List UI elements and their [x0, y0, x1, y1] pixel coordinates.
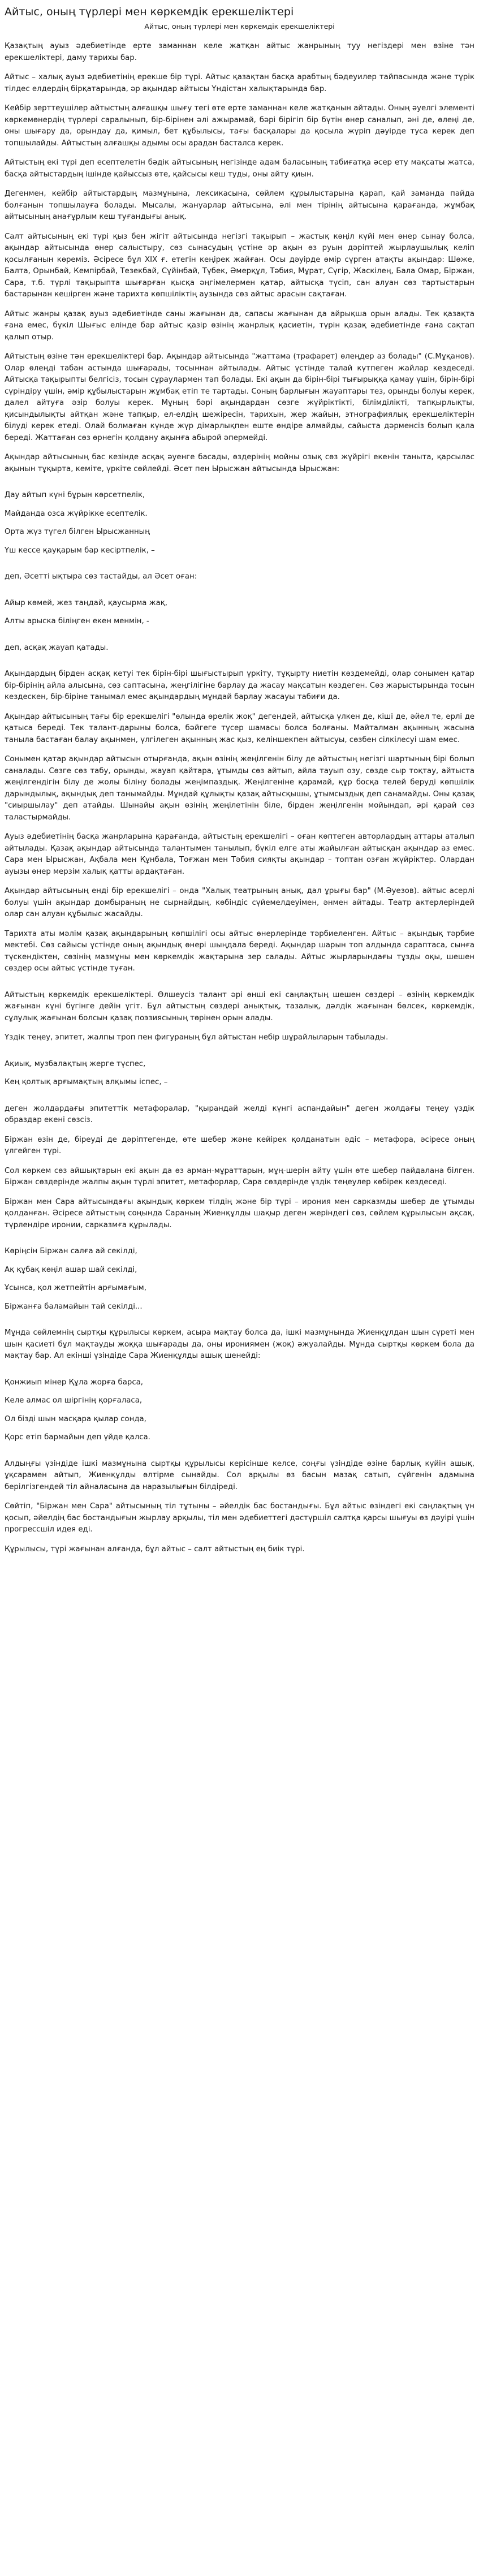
verse-line: деп, Әсетті ықтыра сөз тастайды, ал Әсет оған: [5, 572, 197, 581]
paragraph: деген жолдардағы эпитеттік метафоралар, "қырандай желді күнгі аспандайын" деген жолдағы теңеу үздік образдар екені сөзсіз. [5, 1104, 474, 1124]
paragraph: Ақындар айтысының бас кезінде асқақ әуенге басады, өздерінің мойны озық сөз жүйрігі екенін таныта, қарсылас ақынын тұқырта, кеміте, үркіте сөйлейді. Әсет пен Ырысжан айтысында Ырысжан: [5, 453, 474, 473]
paragraph: Ақындар айтысының тағы бір ерекшелігі "өлында өрелік жоқ" дегендей, айтысқа үлкен де, кіші де, әйел те, ерлі де қатыса береді. Тек талант-дарыны болса, бәйгеге түсер шамасы болса болғаны. Майталман ақынның жасына таныла бастаған балау ақынмен, үлгілеген ақынның жас қыз, келіншекпен айтысуы, сөзбен сілкілесуі шам емес. [5, 712, 474, 744]
verse-line: деп, асқақ жауап қатады. [5, 643, 109, 652]
paragraph: Ақындардың бірден асқақ кетуі тек бірін-бірі шығыстырып үркіту, тұқырту ниетін көздемейді, олар сонымен қатар бір-бірінің айла алысына, сөз саптасына, жеңгілігіне барлау да жасау мақсатын көздеген. Сөз жарыстырында тосын кездескен, бір-біріне танымал емес ақындардың мұндай барлау жасауы табиғи да. [5, 670, 474, 701]
paragraph: Айтыстың өзіне тән ерекшеліктері бар. Ақындар айтысында "жаттама (трафарет) өлеңдер аз болады" (С.Мұқанов). Олар өлеңді табан астында шығарады, тосыннан айтылады. Айтыс үстінде талай күтпеген жайлар кездеседі. Айтысқа тақырыпты белгісіз, тосын сұраулармен тап болады. Екі ақын да бірін-бірі тығырыққа қамау үшін, бірін-бірі сүріндіру үшін, әмір құбылыстарын жұмбақ етіп те тартады. Соның барлығын жауаптары тез, орынды болуы керек, далел айтуға әзір болуы керек. Мұның бәрі ақындардан сөзге жүйріктікті, білімділікті, тапқырлықты, қисындылықты айтқан және тапқыр, ел-елдің шежіресін, тарихын, жер жайын, этнографиялық ерекшеліктерін білуді керек етеді. Олай болмаған күнде жүр дімарлықпен еште өндіре алмайды, сайыста дәрменсіз болып қала береді. Жаттаған сөз өрнегін қолдану ақынға абырой әпермейді. [5, 352, 474, 442]
paragraph: Салт айтысының екі түрі қыз бен жігіт айтысында негізгі тақырып – жастық көңіл күйі мен өнер сынау болса, ақындар айтысында өнер салыстыру, сөз сынасудың үстіне әр ақын өз руын дәріптей жырлаушылық келіп қосылғанын көреміз. Әсіресе бұл ХІХ ғ. етегін кеңірек жайған. Осы дәуірде өмір сүрген атақты ақындар: Шөже, Балта, Орынбай, Кемпірбай, Тезекбай, Сүйінбай, Түбек, Әмерқұл, Тәбия, Мұрат, Сүгір, Жаскілең, Бала Омар, Біржан, Сара, т.б. түрлі тақырыпта шығарған қысқа әңгімелермен қатар, айтысқа түсіп, сан алуан сөз тартыстарын бастарынан кешірген және тарихта көпшіліктің аузында сөз айтыс арасын сақтаған. [5, 232, 474, 299]
verse-line: Қонжиып мінер Құла жорға барса, [5, 1378, 144, 1387]
verse-line: Үш кессе қауқарым бар кесіртпелік, – [5, 546, 155, 555]
paragraph: Біржан мен Сара айтысындағы ақындық көркем тілдің және бір түрі – ирония мен сарказмды шебер де ұтымды қолданған. Әсіресе айтыстың соңында Сараның Жиенқұлды шақыр деген жеріндегі сөз, сөйлем құрылысын ақсақ, түрлендіре иронии, сарказмға құрылады. [5, 1197, 474, 1229]
verse-line: Дау айтып күні бұрын көрсетпелік, [5, 491, 145, 499]
paragraph: Дегенмен, кейбір айтыстардың мазмұнына, лексикасына, сөйлем құрылыстарына қарап, қай заманда пайда болғанын топшылауға болады. Мысалы, жануарлар айтысына, әлі мен тірінің айтысына қарағанда, жұмбақ айтысының анағұрлым кеш туғандығы анық. [5, 189, 474, 221]
paragraph: Ақындар айтысының енді бір ерекшелігі – онда "Халық театрының анық, дал ұрығы бар" (М.Әуезов). айтыс асерлі болуы үшін ақындар домбыраның не сырнайдың, көбіндіс сүйемелдеуімен, әнмен айтады. Театр актерлеріндей олар сан алуан құбылыс жасайды. [5, 887, 474, 918]
verse-line: Біржанға баламайын тай секілді... [5, 1302, 143, 1311]
paragraph: Сөйтіп, "Біржан мен Сара" айтысының тіл тұтыны – әйелдік бас бостандығы. Бұл айтыс өзіндегі екі саңлақтың үн қосып, әйелдің бас бостандығын жырлау арқылы, тіл мен әдебиеттегі дәстүршіл салтқа қарсы шығуы өз дәуірі үшін прогрессшіл идея еді. [5, 1502, 474, 1534]
verse-line: Ақиық, музбалақтың жерге түспес, [5, 1059, 146, 1068]
verse-line: Қорс етіп бармайын деп үйде қалса. [5, 1433, 150, 1442]
verse-line: Айыр көмей, жез таңдай, қаусырма жақ, [5, 598, 168, 607]
paragraph: Айтыстың көркемдік ерекшеліктері. Өлшеусіз талант әрі өнші екі саңлақтың шешен сөздері – өзінің көркемдік жағынан күні бүгінге дейін үгіт. Бұл айтыстың сөздері анықтық, тазалық, дәлдік жағынан бөлсек, көркемдік, сұлулық жағынан болсын қазақ поэзиясының төрінен орын алады. [5, 990, 474, 1022]
paragraph: Сонымен қатар ақындар айтысын отырғанда, ақын өзінің жеңілгенін білу де айтыстың негізгі шартының бірі болып саналады. Сөзге сөз табу, орынды, жауап қайтара, ұтымды сөз айтып, айла тауып озу, сөзде сыр тоқтау, айтыста жеңілгендігін білу де жолы біліну болады жеңімпаздық. Жеңілгеніне қарамай, құр босқа телей берудi көпшілік дарындылық, ақындық деп танымайды. Мұндай құлықты қазақ айтысқышы, ұтымсыздық деп санамайды. Оны қазақ "сиыршылау" деп атайды. Шынайы ақын өзінің жеңілетінін біле, бірден жеңілгенін мойындап, әрі қарай сөз таластырмайды. [5, 755, 474, 822]
paragraph: Кейбір зерттеушілер айтыстың алғашқы шығу тегі өте ерте заманнан келе жатқанын айтады. Оның әуелгі элементі көркемөнердің түрлері саралынып, бір-бірінен әлі ажырамай, бәрі бірігіп бір бүтін өнер саналып, әні де, өлеңі де, оны шығару да, орындау да, қимыл, бет құбылысы, тағы басқалары да қосыла жүріп дәуірде туса керек деп топшылайды. Айтыстың алғашқы адымы осы арадан басталса керек. [5, 104, 474, 148]
verse-line: Көріңсін Біржан салға ай секілді, [5, 1247, 137, 1255]
paragraph: Айтыстың екі түрі деп есептелетін бәдік айтысының негізінде адам баласының табиғатқа әсер ету мақсаты жатса, басқа айтыстардың ішінде қайыссыз өте, қайсысы кеш туды, оны айту қиын. [5, 158, 474, 179]
paragraph: Құрылысы, түрі жағынан алғанда, бұл айтыс – салт айтыстың ең биік түрі. [5, 1544, 305, 1554]
paragraph: Алдыңғы үзіндіде ішкі мазмұнына сыртқы құрылысы керісінше келсе, соңғы үзіндіде өзіне барлық күйін ашық, ұқсарамен айтып, Жиенқұлды өлтірме сынайды. Сол арқылы өз басын мазақ сатып, сүйгенін адамына берілгізгендей тіл айналасына да наразылығын білдіреді. [5, 1459, 474, 1491]
verse-line: Ұсынса, қол жетпейтін арғымағым, [5, 1284, 146, 1292]
paragraph: Үздік теңеу, эпитет, жалпы троп пен фигураның бұл айтыстан небір шұрайлыларын табылады. [5, 1033, 389, 1042]
document-body [5, 41, 474, 1555]
paragraph: Қазақтың ауыз әдебиетінде ерте заманнан келе жатқан айтыс жанрының туу негіздері мен өзіне тән ерекшеліктері, даму тарихы бар. [5, 42, 474, 62]
verse-line: Алты арыска біліңген екен менмін, - [5, 617, 149, 625]
verse-line: Орта жүз түгел білген Ырысжанның [5, 528, 150, 536]
verse-line: Ол бізді шын масқара қылар сонда, [5, 1414, 146, 1423]
paragraph: Айтыс жанры қазақ ауыз әдебиетінде саны жағынан да, сапасы жағынан да айрықша орын алады. Тек қазақта ғана емес, бүкіл Шығыс елінде бар айтыс қазір өзінің жанрлық қасиетін, түрін қазақ әдебиетінде ғана сақтап қалып отыр. [5, 309, 474, 342]
page-subtitle: Айтыс, оның түрлері мен көркемдік ерекшеліктері [144, 22, 335, 31]
page-title: Айтыс, оның түрлері мен көркемдік ерекшеліктері [5, 6, 294, 18]
paragraph: Сол көркем сөз айшықтарын екі ақын да өз арман-мұраттарын, мұң-шерін айту үшін өте шебер пайдалана білген. Біржан сөздерінде жалпы ақын түрлі эпитет, метафорлар, Сара сөздерінде үздік теңеулер көбірек кездеседі. [5, 1166, 474, 1186]
paragraph: Тарихта аты мәлім қазақ ақындарының көпшілігі осы айтыс өнерлерінде тәрбиеленген. Айтыс – ақындық тәрбие мектебі. Сөз сайысы үстінде оның ақындық өнері шыңдала береді. Ақындар шарын топ алдында сараптаса, сынға түскендіктен, сөзінің мазмұны мен көркемдік жақтарына зер салады. Айтыс жырларындағы тұзды оқы, шешен сөздер осы айтыс үстінде туған. [5, 929, 474, 973]
verse-line: Кең қолтық арғымақтың алқымы іспес, – [5, 1078, 168, 1086]
verse-line: Майданда озса жүйрікке есептелік. [5, 509, 148, 518]
paragraph: Мұнда сөйлемнің сыртқы құрылысы көркем, асыра мақтау болса да, ішкі мазмұнында Жиенқұлдан шын сүреті мен шын қасиеті бұл мақтауды жоққа шығарады да, оны ирониямен (жоқ) әжуалайды. Мұнда сыртқы көркем бола да мақтау бар. Ал екінші үзіндіде Сара Жиенқұлды ашық шенейді: [5, 1328, 474, 1360]
verse-line: Келе алмас ол шіргінің қорғаласа, [5, 1396, 143, 1405]
paragraph: Біржан өзін де, біреуді де дәріптегенде, өте шебер және кейірек қолданатын әдіс – метафора, әсіресе оның үлгейген түрі. [5, 1135, 474, 1155]
paragraph: Ауыз әдебиетінің басқа жанрларына қарағанда, айтыстың ерекшелігі – оған көптеген авторлардың аттары аталып айтылады. Қазақ ақындар айтысында талантымен танылып, бүкіл елге аты жайылған айтысқан ақындар аз емес. Сара мен Ырысжан, Ақбала мен Құнбала, Тоғжан мен Тәбия сияқты ақындар – топтан озған жүйріктер. Олардан ауызы өнер мерзім халық қатты ардақтаған. [5, 832, 474, 876]
verse-line: Ақ құбақ көңіл ашар шай секілді, [5, 1265, 137, 1274]
paragraph: Айтыс – халық ауыз әдебиетінің ерекше бір түрі. Айтыс қазақтан басқа арабтың бәдеуилер тайпасында және түрік тілдес елдердің бірқатарында, әр ақындар айтысы Үндістан халықтарында бар. [5, 73, 474, 93]
